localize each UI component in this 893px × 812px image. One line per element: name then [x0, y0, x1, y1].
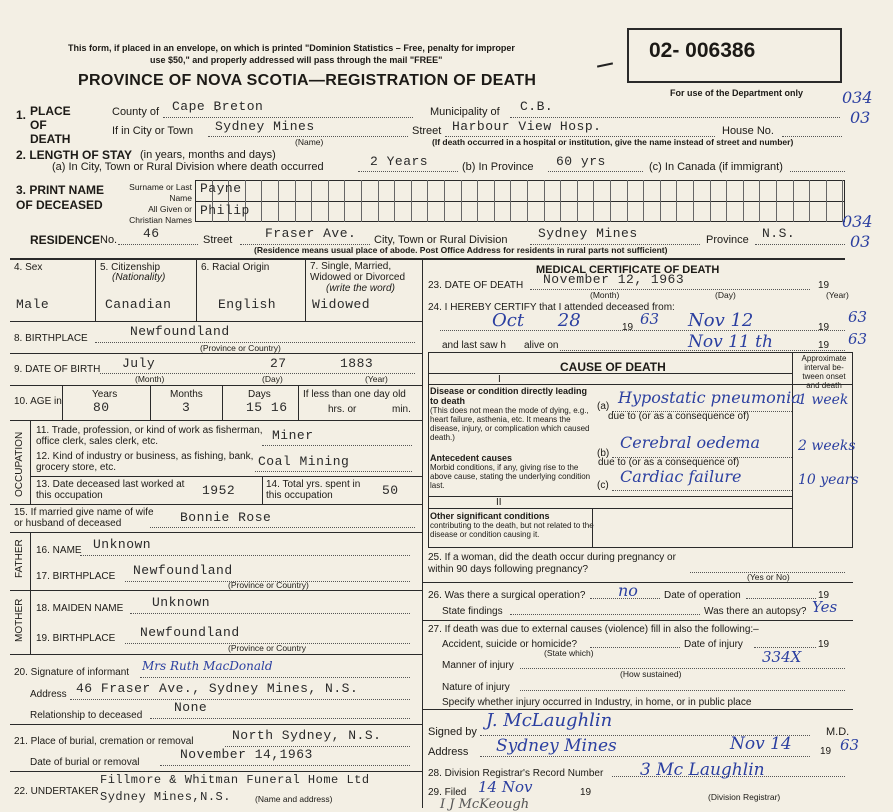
other-conditions-note: contributing to the death, but not related to the disease or condition causing it. — [430, 521, 594, 539]
name-grid-divider — [494, 180, 495, 222]
name-grid-divider — [826, 180, 827, 222]
name-grid-divider — [427, 180, 428, 222]
autopsy-label: Was there an autopsy? — [704, 606, 807, 617]
antecedent-label: Antecedent causes — [430, 453, 513, 463]
mother-vertical-label: MOTHER — [14, 598, 25, 642]
stay-city-label: (a) In City, Town or Rural Division where death occurred — [52, 161, 324, 173]
name-grid-divider — [311, 180, 312, 222]
occupation-a12: Coal Mining — [258, 454, 350, 469]
due-to-2: due to (or as a consequence of) — [598, 457, 740, 468]
residence-province-label: Province — [706, 234, 749, 246]
how-sustained-caption: (How sustained) — [620, 669, 682, 679]
record-number: 14 Nov — [478, 778, 533, 796]
physician-address: Sydney Mines — [496, 736, 617, 756]
name-grid-divider — [743, 180, 744, 222]
undertaker-label: 22. UNDERTAKER — [14, 786, 99, 797]
informant-signature-label: 20. Signature of informant — [14, 667, 130, 678]
dob-month-caption: (Month) — [135, 374, 165, 384]
sex-label: 4. Sex — [14, 262, 43, 273]
occupation-q11: 11. Trade, profession, or kind of work as fisherman, office clerk, sales clerk, etc. — [36, 425, 263, 447]
citizenship-value: Canadian — [105, 297, 172, 312]
section-II: II — [496, 497, 502, 508]
last-saw-label: and last saw h — [442, 340, 506, 351]
accident-label: Accident, suicide or homicide? — [442, 639, 578, 650]
age-months: 3 — [182, 400, 191, 415]
occupation-a13: 1952 — [202, 483, 236, 498]
city-value: Sydney Mines — [215, 119, 315, 134]
age-years: 80 — [93, 400, 110, 415]
relationship-label: Relationship to deceased — [30, 710, 143, 721]
hospital-note: (If death occurred in a hospital or institution, give the name instead of street and number) — [432, 137, 794, 147]
name-grid-divider — [278, 180, 279, 222]
name-grid-divider — [411, 180, 412, 222]
pregnancy-question: 25. If a woman, did the death occur during pregnancy or within 90 days following pregnancy? — [428, 552, 676, 575]
street-value: Harbour View Hosp. — [452, 119, 602, 134]
less-than-day-label: If less than one day old — [303, 389, 406, 400]
injury-date-label: Date of injury — [684, 639, 743, 650]
dob-day-caption: (Day) — [262, 374, 283, 384]
age-days: 15 16 — [246, 400, 288, 415]
residence-street-label: Street — [203, 234, 233, 246]
name-caption: (Name) — [295, 137, 324, 147]
tick-mark — [597, 62, 613, 67]
mail-notice-line2: use $50," and properly addressed will pass through the mail "FREE" — [150, 55, 443, 65]
name-grid-divider — [593, 180, 594, 222]
citizenship-sub: (Nationality) — [112, 272, 166, 283]
given-value: Philip — [200, 203, 250, 218]
relationship-value: None — [174, 700, 208, 715]
name-grid-divider — [328, 180, 329, 222]
undertaker-caption: (Name and address) — [255, 794, 333, 804]
name-grid-divider — [793, 180, 794, 222]
name-grid-divider — [809, 180, 810, 222]
name-grid-divider — [676, 180, 677, 222]
occupation-q13: 13. Date deceased last worked at this occupation — [36, 479, 185, 501]
death-year-caption: (Year) — [826, 290, 849, 300]
interval-header: Approximate interval be-tween onset and death — [801, 354, 847, 390]
sign-date: Nov 14 — [730, 734, 792, 754]
racial-label: 6. Racial Origin — [201, 262, 270, 273]
birthplace-caption: (Province or Country) — [200, 343, 281, 353]
name-grid-divider — [378, 180, 379, 222]
city-label: If in City or Town — [112, 125, 194, 137]
last-saw-date: Nov 11 th — [688, 332, 773, 352]
attended-from-19: 19 — [622, 322, 634, 333]
residence-no-label: No. — [100, 234, 118, 246]
name-grid-divider — [444, 180, 445, 222]
age-months-label: Months — [170, 389, 203, 400]
manner-label: Manner of injury — [442, 660, 514, 671]
name-grid-divider — [643, 180, 644, 222]
residence-city: Sydney Mines — [538, 226, 638, 241]
filed-label: 29. Filed — [428, 787, 467, 798]
occupation-q14: 14. Total yrs. spent in this occupation — [266, 479, 361, 501]
age-label: 10. AGE in — [14, 396, 62, 407]
name-grid-divider — [560, 180, 561, 222]
length-of-stay-label: 2. LENGTH OF STAY — [16, 148, 133, 162]
informant-address: 46 Fraser Ave., Sydney Mines, N.S. — [76, 681, 359, 696]
name-grid-divider — [510, 180, 511, 222]
residence-street: Fraser Ave. — [265, 226, 357, 241]
death-month-caption: (Month) — [590, 290, 620, 300]
cause-c-interval: 10 years — [798, 472, 859, 488]
dept-code-4: 03 — [850, 232, 871, 251]
sex-value: Male — [16, 297, 50, 312]
name-grid-divider — [477, 180, 478, 222]
dob-label: 9. DATE OF BIRTH — [14, 364, 101, 375]
occupation-a14: 50 — [382, 483, 399, 498]
date-of-death-label: 23. DATE OF DEATH — [428, 280, 524, 291]
name-grid-divider — [610, 180, 611, 222]
burial-place: North Sydney, N.S. — [232, 728, 382, 743]
place-of-death-num: 1. — [16, 108, 27, 122]
marital-value: Widowed — [312, 297, 371, 312]
dept-code-2: 03 — [850, 108, 871, 127]
house-no-label: House No. — [722, 125, 774, 137]
death-year-nineteen: 19 — [818, 280, 830, 291]
sign-year: 63 — [840, 736, 860, 754]
stay-province-value: 60 yrs — [556, 154, 606, 169]
print-name-label: 3. PRINT NAME OF DECEASED — [16, 183, 105, 212]
filed-19: 19 — [580, 787, 592, 798]
name-grid-divider — [461, 180, 462, 222]
name-grid-divider — [295, 180, 296, 222]
dept-use-label: For use of the Department only — [670, 88, 804, 98]
residence-city-label: City, Town or Rural Division — [374, 234, 508, 246]
burial-place-label: 21. Place of burial, cremation or removal — [14, 736, 194, 747]
section-I: I — [498, 374, 501, 385]
age-years-label: Years — [92, 389, 118, 400]
father-vertical-label: FATHER — [14, 539, 25, 578]
age-days-label: Days — [248, 389, 271, 400]
informant-address-label: Address — [30, 689, 67, 700]
cause-c-value: Cardiac failure — [620, 467, 742, 486]
given-label: All Given or Christian Names — [129, 204, 192, 225]
undertaker-line2: Sydney Mines,N.S. — [100, 790, 231, 804]
surgical-operation-label: 26. Was there a surgical operation? — [428, 590, 586, 601]
name-grid-divider — [344, 180, 345, 222]
dob-day: 27 — [270, 356, 287, 371]
father-name: Unknown — [93, 537, 152, 552]
occupation-q12: 12. Kind of industry or business, as fishing, bank, grocery store, etc. — [36, 451, 254, 473]
name-grid-divider — [726, 180, 727, 222]
form-title: PROVINCE OF NOVA SCOTIA—REGISTRATION OF DEATH — [78, 72, 537, 89]
cause-c-label: (c) — [597, 480, 609, 491]
date-of-death: November 12, 1963 — [543, 272, 685, 287]
cause-a-interval: 1 week — [798, 392, 849, 408]
hrs-label: hrs. or — [328, 404, 357, 415]
other-conditions-label: Other significant conditions — [430, 511, 550, 521]
father-name-label: 16. NAME — [36, 545, 82, 556]
name-grid-divider — [361, 180, 362, 222]
name-grid-divider — [776, 180, 777, 222]
dob-month: July — [122, 356, 156, 371]
marital-sub: (write the word) — [326, 283, 395, 294]
specify-label: Specify whether injury occurred in Industry, in home, or in public place — [442, 697, 752, 708]
attended-to: Nov 12 — [688, 310, 754, 331]
father-birthplace-label: 17. BIRTHPLACE — [36, 571, 116, 582]
stay-province-label: (b) In Province — [462, 161, 534, 173]
street-label: Street — [412, 125, 442, 137]
place-of-death-label: PLACE OF DEATH — [30, 104, 71, 146]
residence-province: N.S. — [762, 226, 796, 241]
cause-a-value: Hypostatic pneumonia — [618, 388, 801, 407]
disease-label: Disease or condition directly leading to death — [430, 386, 588, 406]
division-registrar-caption: (Division Registrar) — [708, 792, 781, 802]
registrar-record-label: 28. Division Registrar's Record Number — [428, 768, 604, 779]
signed-by-label: Signed by — [428, 726, 477, 738]
name-grid-divider — [544, 180, 545, 222]
mother-birthplace-caption: (Province or Country — [228, 643, 306, 653]
last-saw-19: 19 — [818, 340, 830, 351]
cause-b-label: (b) — [597, 448, 610, 459]
attended-to-19: 19 — [818, 322, 830, 333]
name-grid-divider — [627, 180, 628, 222]
spouse-label: 15. If married give name of wife or husband of deceased — [14, 507, 154, 529]
undertaker-line1: Fillmore & Whitman Funeral Home Ltd — [100, 773, 370, 787]
mother-maiden-label: 18. MAIDEN NAME — [36, 603, 124, 614]
cause-b-value: Cerebral oedema — [620, 433, 760, 452]
stay-canada-label: (c) In Canada (if immigrant) — [649, 161, 783, 173]
dept-code-3: 034 — [842, 212, 873, 231]
address-label: Address — [428, 746, 469, 758]
county-value: Cape Breton — [172, 99, 264, 114]
attended-from: Oct 28 — [492, 310, 581, 331]
operation-date-19: 19 — [818, 590, 830, 601]
name-grid-divider — [394, 180, 395, 222]
citizenship-label: 5. Citizenship — [100, 262, 161, 273]
bottom-signature: I J McKeough — [440, 797, 530, 812]
occupation-a11: Miner — [272, 428, 314, 443]
yes-no-caption: (Yes or No) — [747, 572, 790, 582]
municipality-label: Municipality of — [430, 106, 500, 118]
due-to-1: due to (or as a consequence of) — [608, 411, 750, 422]
alive-on-label: alive on — [524, 340, 559, 351]
min-label: min. — [392, 404, 411, 415]
operation-date-label: Date of operation — [664, 590, 741, 601]
certify-label: 24. I HEREBY CERTIFY that I attended deceased from: — [428, 302, 675, 313]
informant-signature: Mrs Ruth MacDonald — [142, 659, 273, 673]
injury-code: 334X — [762, 648, 802, 666]
name-grid-divider — [527, 180, 528, 222]
mother-birthplace: Newfoundland — [140, 625, 240, 640]
cause-of-death-title: CAUSE OF DEATH — [560, 360, 666, 374]
surname-value: Payne — [200, 181, 242, 196]
autopsy-value: Yes — [812, 598, 838, 616]
state-which-caption: (State which) — [544, 648, 594, 658]
racial-value: English — [218, 297, 277, 312]
dept-code-1: 034 — [842, 88, 873, 107]
death-day-caption: (Day) — [715, 290, 736, 300]
stay-city-value: 2 Years — [370, 154, 429, 169]
birthplace-value: Newfoundland — [130, 324, 230, 339]
nature-label: Nature of injury — [442, 682, 510, 693]
medical-certificate-title: MEDICAL CERTIFICATE OF DEATH — [536, 264, 720, 276]
signed-by-value: J. McLaughlin — [486, 710, 613, 731]
father-birthplace-caption: (Province or Country) — [228, 580, 309, 590]
mail-notice-line1: This form, if placed in an envelope, on which is printed "Dominion Statistics – Free, penalty for improper — [68, 43, 515, 53]
registration-number-box — [627, 28, 842, 83]
dob-year: 1883 — [340, 356, 374, 371]
residence-label: RESIDENCE — [30, 233, 101, 247]
md-label: M.D. — [826, 726, 850, 738]
father-birthplace: Newfoundland — [133, 563, 233, 578]
spouse-value: Bonnie Rose — [180, 510, 272, 525]
surgical-operation-value: no — [618, 581, 638, 600]
antecedent-note: Morbid conditions, if any, giving rise to the above cause, stating the underlying condition last. — [430, 463, 591, 490]
residence-no: 46 — [143, 226, 160, 241]
name-grid-divider — [693, 180, 694, 222]
cause-b-interval: 2 weeks — [798, 438, 856, 454]
length-of-stay-sub: (in years, months and days) — [140, 149, 276, 161]
mother-maiden: Unknown — [152, 595, 211, 610]
marital-label: 7. Single, Married, Widowed or Divorced — [310, 261, 406, 283]
occupation-vertical-label: OCCUPATION — [14, 431, 25, 497]
name-grid-divider — [577, 180, 578, 222]
mother-birthplace-label: 19. BIRTHPLACE — [36, 633, 116, 644]
registration-number: 02- 006386 — [649, 39, 756, 62]
name-grid-divider — [261, 180, 262, 222]
birthplace-label: 8. BIRTHPLACE — [14, 333, 88, 344]
name-grid-divider — [759, 180, 760, 222]
external-causes-label: 27. If death was due to external causes (violence) fill in also the following:– — [428, 624, 759, 635]
burial-date-label: Date of burial or removal — [30, 757, 140, 768]
last-saw-year: 63 — [848, 330, 868, 348]
disease-note: (This does not mean the mode of dying, e.g., heart failure, asthenia, etc. It means the disease, injury, or complication which caused death.) — [430, 406, 590, 442]
attended-from-year: 63 — [640, 310, 660, 328]
sign-date-19: 19 — [820, 746, 832, 757]
surname-label: Surname or Last Name — [129, 182, 192, 203]
municipality-value: C.B. — [520, 99, 554, 114]
name-grid-divider — [710, 180, 711, 222]
dob-year-caption: (Year) — [365, 374, 388, 384]
cause-a-label: (a) — [597, 401, 610, 412]
county-label: County of — [112, 106, 160, 118]
burial-date: November 14,1963 — [180, 747, 313, 762]
attended-to-year: 63 — [848, 308, 868, 326]
name-grid-divider — [660, 180, 661, 222]
state-findings-label: State findings — [442, 606, 503, 617]
registrar-signature: 3 Mc Laughlin — [640, 760, 765, 780]
residence-note: (Residence means usual place of abode. Post Office Address for residents in rural parts not sufficient) — [254, 245, 668, 255]
injury-date-19: 19 — [818, 639, 830, 650]
